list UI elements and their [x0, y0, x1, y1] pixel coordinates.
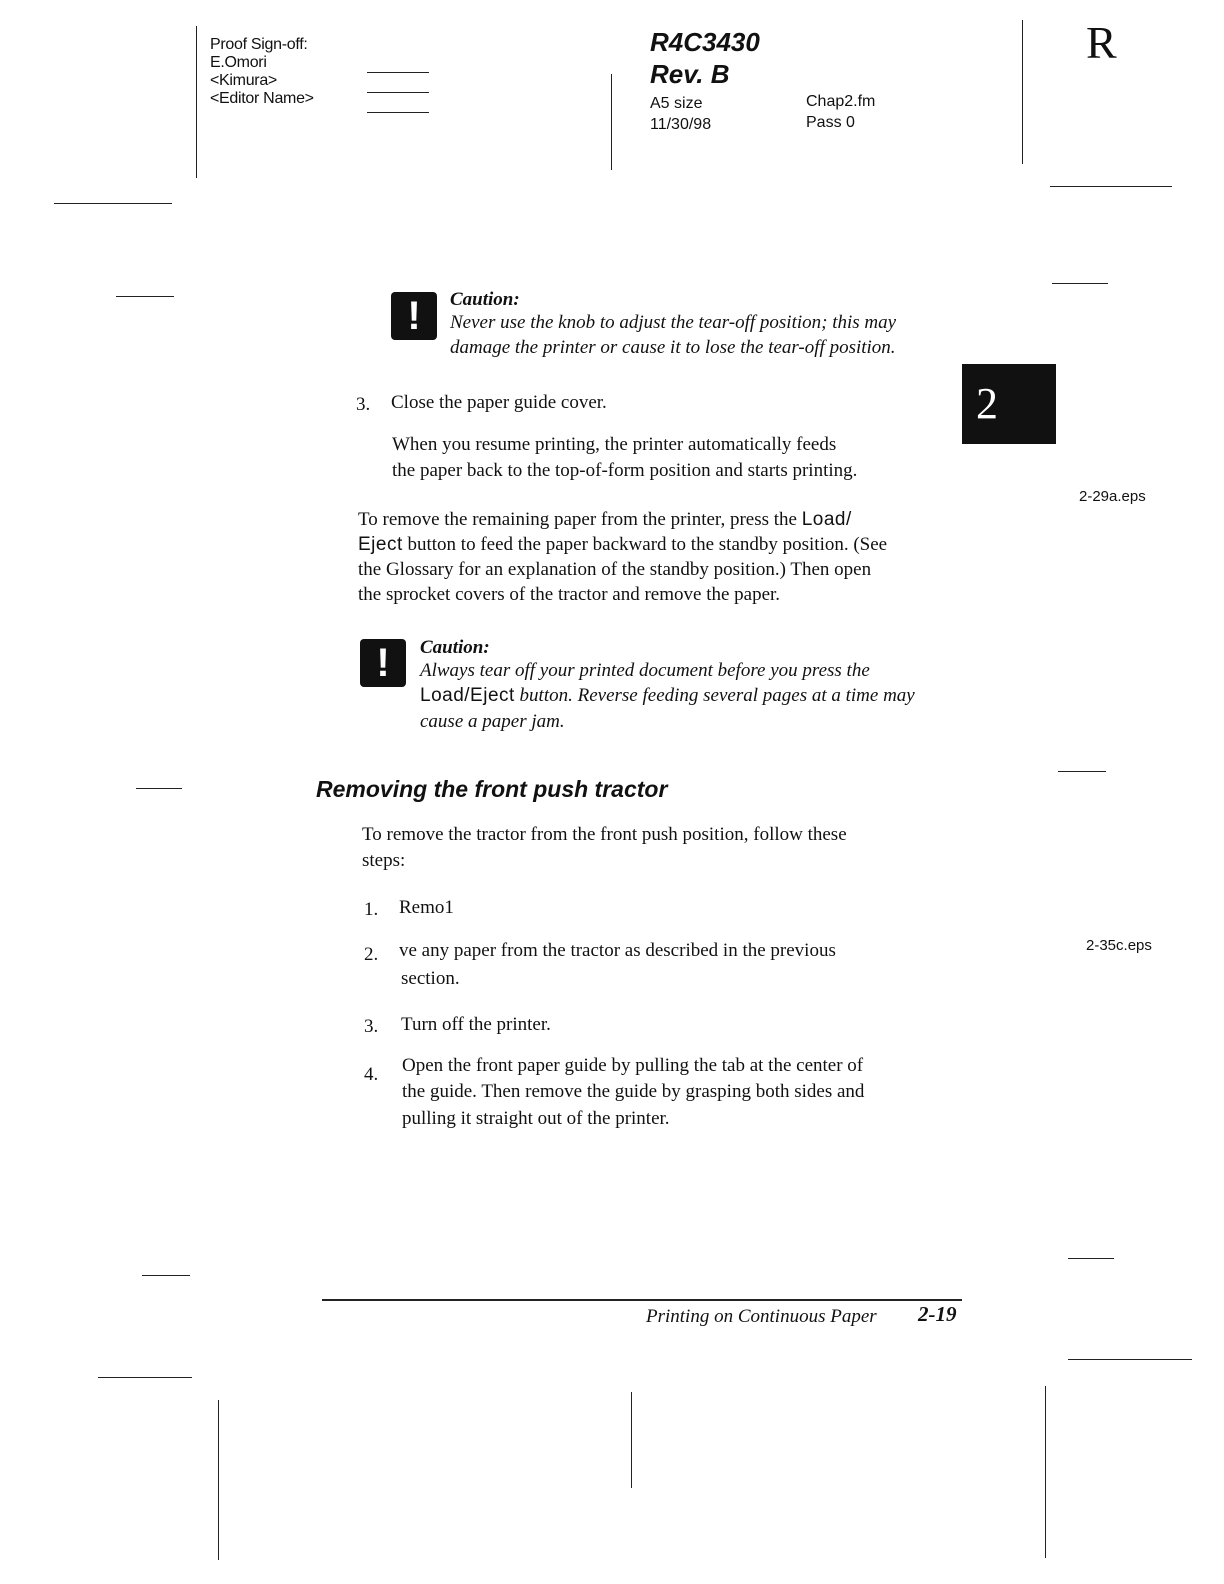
crop-mark	[116, 296, 174, 297]
paragraph-line: the sprocket covers of the tractor and remove the paper.	[358, 584, 781, 605]
load-eject-key: Load/Eject	[420, 685, 515, 706]
signature-line	[367, 112, 429, 113]
step-number: 3.	[356, 394, 371, 415]
crop-mark	[611, 74, 612, 170]
caution-text-line: Never use the knob to adjust the tear-off position; this may	[450, 312, 897, 333]
paragraph-line: To remove the tractor from the front push position, follow these	[362, 824, 847, 845]
paragraph-line	[358, 507, 852, 533]
file-name: Chap2.fm	[806, 93, 876, 110]
step-number: 4.	[364, 1064, 379, 1085]
page-number: 2-19	[918, 1302, 957, 1326]
document-id: R4C3430	[650, 27, 760, 57]
step-text: ve any paper from the tractor as described in the previous	[399, 940, 836, 961]
caution-icon: !	[360, 639, 406, 687]
crop-mark	[1050, 186, 1172, 187]
crop-mark	[1045, 1386, 1046, 1558]
crop-mark	[218, 1400, 219, 1560]
paragraph-line: steps:	[362, 850, 406, 871]
step-number: 1.	[364, 899, 379, 920]
step-number: 2.	[364, 944, 379, 965]
crop-mark	[1068, 1258, 1114, 1259]
crop-mark	[1052, 283, 1108, 284]
footer-rule	[322, 1299, 962, 1301]
section-heading: Removing the front push tractor	[316, 776, 668, 802]
caution-text-line: damage the printer or cause it to lose the tear-off position.	[450, 337, 896, 358]
pass: Pass 0	[806, 114, 855, 131]
crop-mark	[1058, 771, 1106, 772]
caution-text-line: Always tear off your printed document before you press the	[420, 660, 870, 681]
paragraph-line: the paper back to the top-of-form position and starts printing.	[392, 460, 858, 481]
crop-mark	[631, 1392, 632, 1488]
caution-title: Caution:	[420, 637, 490, 658]
load-eject-key: Eject	[358, 534, 403, 555]
figure-label: 2-35c.eps	[1086, 937, 1152, 954]
step-text: section.	[401, 968, 460, 989]
corner-letter: R	[1086, 17, 1117, 68]
crop-mark	[136, 788, 182, 789]
step-text: Close the paper guide cover.	[391, 392, 607, 413]
crop-mark	[142, 1275, 190, 1276]
document-id-block	[650, 26, 760, 90]
caution-text-line: cause a paper jam.	[420, 711, 565, 732]
figure-label: 2-29a.eps	[1079, 488, 1146, 505]
caution-icon: !	[391, 292, 437, 340]
signature-line	[367, 92, 429, 93]
crop-mark	[1068, 1359, 1192, 1360]
revision: Rev. B	[650, 59, 730, 89]
caution-text-line	[420, 683, 915, 708]
chapter-tab: 2	[962, 364, 1056, 444]
load-eject-key: Load/	[801, 509, 852, 530]
step-text: Turn off the printer.	[401, 1014, 551, 1035]
signer-3: <Editor Name>	[210, 90, 314, 107]
text-span: button to feed the paper backward to the standby position. (See	[402, 534, 888, 555]
date: 11/30/98	[650, 116, 712, 133]
signer-1: E.Omori	[210, 54, 267, 71]
step-text: Remo1	[399, 897, 454, 918]
paragraph-line: When you resume printing, the printer automatically feeds	[392, 434, 837, 455]
signer-2: <Kimura>	[210, 72, 277, 89]
step-text: Open the front paper guide by pulling the tab at the center of	[402, 1055, 864, 1076]
proof-signoff	[210, 36, 314, 108]
crop-mark	[196, 26, 197, 178]
footer-title: Printing on Continuous Paper	[646, 1306, 877, 1327]
proof-label: Proof Sign-off:	[210, 36, 308, 53]
step-text: the guide. Then remove the guide by grasping both sides and	[402, 1081, 865, 1102]
paragraph-line	[358, 532, 887, 558]
signature-line	[367, 72, 429, 73]
step-number: 3.	[364, 1016, 379, 1037]
crop-mark	[98, 1377, 192, 1378]
text-span: To remove the remaining paper from the printer, press the	[358, 509, 802, 530]
caution-title: Caution:	[450, 289, 520, 310]
crop-mark	[1022, 20, 1023, 164]
crop-mark	[54, 203, 172, 204]
text-span: button. Reverse feeding several pages at a time may	[514, 685, 915, 706]
paragraph-line: the Glossary for an explanation of the standby position.) Then open	[358, 559, 872, 580]
page-size: A5 size	[650, 95, 703, 112]
step-text: pulling it straight out of the printer.	[402, 1108, 670, 1129]
